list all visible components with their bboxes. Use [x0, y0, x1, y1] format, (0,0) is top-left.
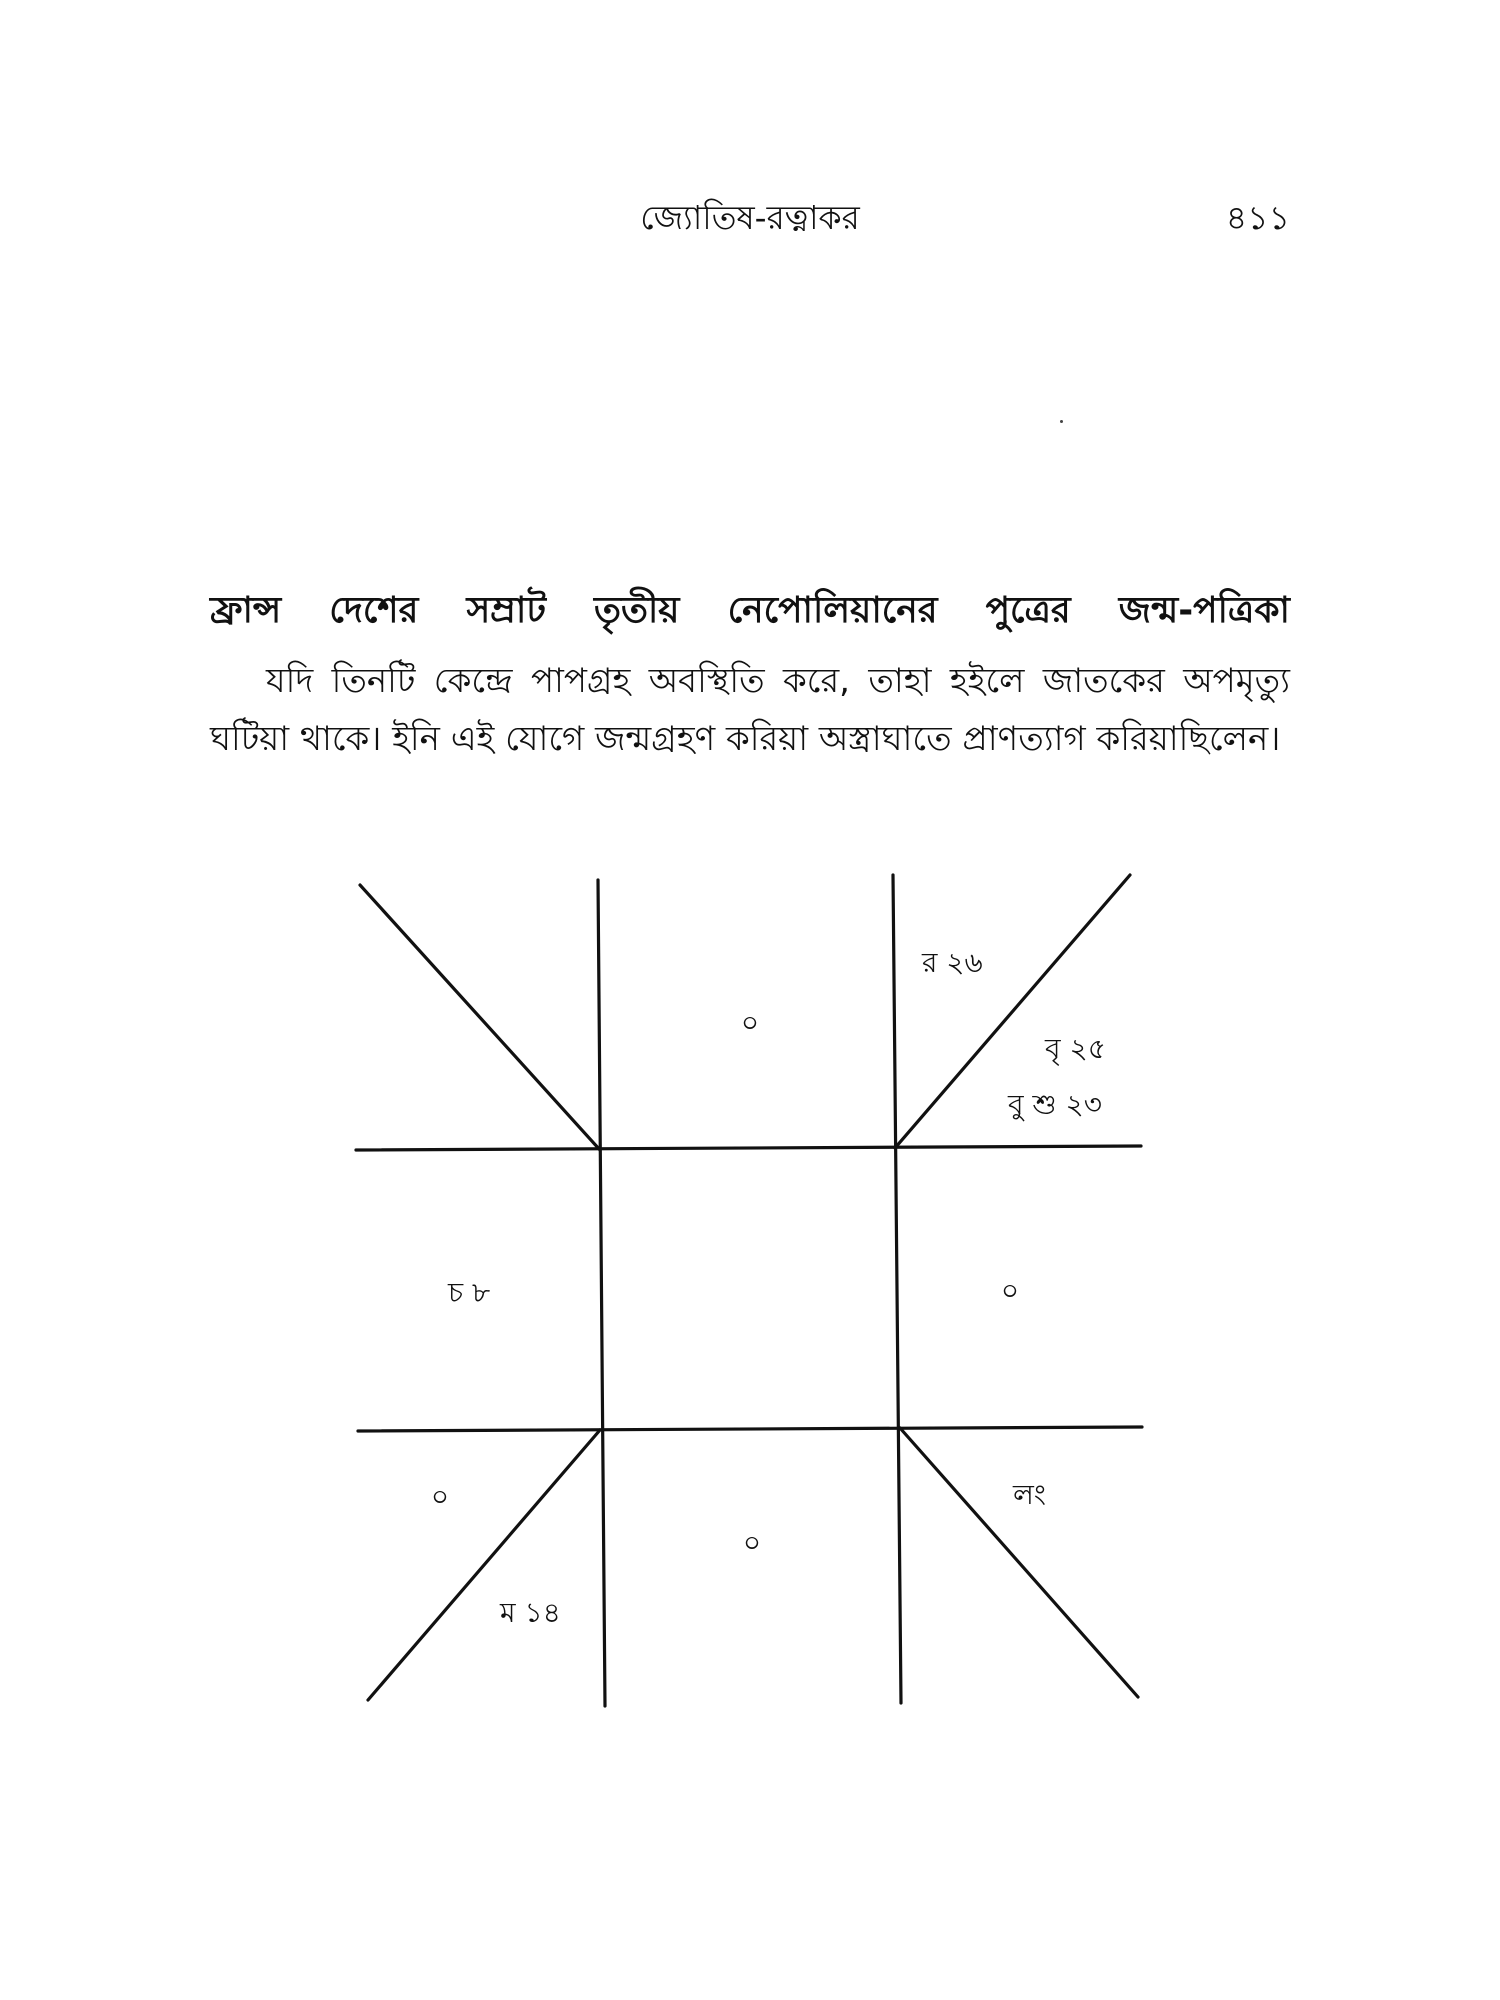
house-label-top-right-lower-2: বু শু ২৩ — [1008, 1088, 1102, 1121]
house-label-top-center: ০ — [740, 1006, 760, 1039]
chart-line-vertical-left — [598, 880, 605, 1706]
chart-diagonal-bottom-left — [368, 1430, 600, 1700]
running-title: জ্যোতিষ-রত্নাকর — [640, 198, 860, 237]
chart-line-vertical-right — [893, 875, 901, 1703]
house-label-top-right-upper: র ২৬ — [922, 946, 983, 979]
house-label-middle-right: ০ — [1000, 1274, 1020, 1307]
house-label-bottom-center: ০ — [742, 1526, 762, 1559]
section-heading: ফ্রান্স দেশের সম্রাট তৃতীয় নেপোলিয়ানের পুত্রের জন্ম-পত্রিকা — [210, 590, 1290, 631]
house-label-bottom-left-upper: ০ — [430, 1480, 450, 1513]
chart-diagonal-bottom-right — [900, 1428, 1138, 1697]
house-label-bottom-right-upper: লং — [1013, 1478, 1046, 1511]
chart-line-horizontal-top — [356, 1146, 1141, 1150]
house-label-middle-left: চ ৮ — [448, 1276, 491, 1309]
house-label-bottom-left-lower: ম ১৪ — [500, 1596, 561, 1629]
chart-line-horizontal-bottom — [358, 1427, 1142, 1431]
body-paragraph: যদি তিনটি কেন্দ্রে পাপগ্রহ অবস্থিতি করে, তাহা হইলে জাতকের অপমৃত্যু ঘটিয়া থাকে। ইনি এই যোগে জন্মগ্রহণ করিয়া অস্ত্রাঘাতে প্রাণত্যাগ করিয়াছিলেন। — [210, 661, 1290, 759]
page-number: ৪১১ — [1225, 198, 1290, 237]
chart-diagonal-top-left — [360, 885, 600, 1150]
house-label-top-right-lower-1: বৃ ২৫ — [1045, 1032, 1106, 1065]
